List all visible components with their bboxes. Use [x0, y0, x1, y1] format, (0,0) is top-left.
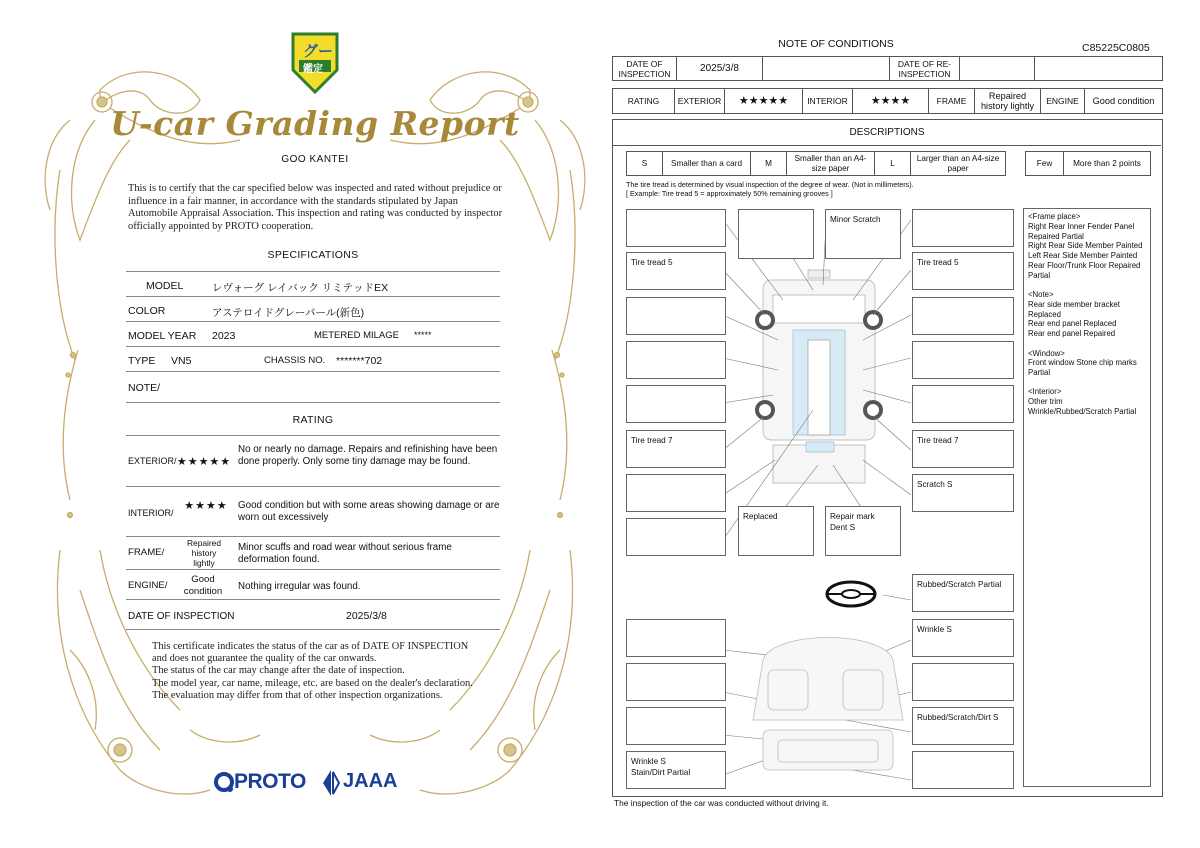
date-of-inspection-value: 2025/3/8 — [677, 57, 763, 81]
descriptions-heading: DESCRIPTIONS — [613, 120, 1161, 146]
tire-fl-text: Tire tread 5 — [631, 258, 673, 267]
damage-box — [912, 297, 1014, 335]
rating-label: RATING — [613, 89, 675, 114]
damage-box-repair — [825, 506, 901, 556]
frame-value: Repaired history lightly — [187, 538, 221, 568]
engine-value: Good condition — [183, 574, 223, 597]
engine-label: ENGINE — [1041, 89, 1085, 114]
damage-box — [626, 297, 726, 335]
damage-box-wrinkle-stain — [626, 751, 726, 789]
size-l: L — [875, 152, 911, 176]
exterior-label: EXTERIOR — [675, 89, 725, 114]
jaaa-logo-mark — [321, 770, 341, 796]
certificate-subtitle: GOO KANTEI — [281, 154, 349, 165]
empty-cell — [763, 57, 890, 81]
tire-note-2: [ Example: Tire tread 5 = approximately 50% remaining grooves ] — [626, 189, 833, 198]
type-label: TYPE — [128, 355, 156, 367]
color-value: アステロイドグレーパール(新色) — [212, 307, 365, 319]
certificate-intro: This is to certify that the car specified below was inspected and rated without prejudice or influence in a fair manner, in accordance with the standards stipulated by Japan Automobile Appraisal Association. This inspection and rating was conducted by inspector officially appointed by PROTO cooperation. — [128, 183, 503, 232]
damage-box — [626, 385, 726, 423]
engine-description: Nothing irregular was found. — [238, 581, 361, 592]
spec-row-type — [126, 347, 500, 372]
model-year-value: 2023 — [212, 330, 236, 342]
repair-text: Repair mark Dent S — [830, 512, 875, 532]
interior-description: Good condition but with some areas showing damage or are worn out excessively — [238, 500, 500, 523]
date-value: 2025/3/8 — [346, 610, 387, 622]
rating-row-exterior — [126, 436, 500, 487]
rating-row-frame — [126, 537, 500, 570]
frame-label: FRAME/ — [128, 547, 165, 558]
rating-table — [612, 88, 1163, 114]
damage-box-tire-rl — [626, 430, 726, 468]
remarks-note: <Note> Rear side member bracket Replaced Rear end panel Replaced Rear end panel Repaired — [1028, 290, 1120, 339]
note-of-conditions — [610, 34, 1166, 824]
interior-stars: ★★★★ — [184, 500, 228, 512]
damage-box — [626, 474, 726, 512]
type-value: VN5 — [171, 355, 192, 367]
remarks-window: <Window> Front window Stone chip marks Partial — [1028, 348, 1137, 378]
badge-bottom-text: 鑑定 — [303, 64, 323, 75]
rating-heading: RATING — [292, 414, 334, 426]
scratch-s-text: Scratch S — [917, 480, 953, 489]
remarks-interior: <Interior> Other trim Wrinkle/Rubbed/Scratch Partial — [1028, 387, 1137, 417]
rating-row-engine — [126, 570, 500, 600]
metered-value: ***** — [414, 330, 432, 340]
damage-box — [626, 518, 726, 556]
damage-box-wrinkle — [912, 619, 1014, 657]
size-s: S — [627, 152, 663, 176]
certificate-title: U-car Grading Report — [110, 104, 520, 143]
damage-box-minor-scratch — [825, 209, 901, 259]
damage-box — [912, 385, 1014, 423]
minor-scratch-text: Minor Scratch — [830, 215, 881, 224]
tire-fr-text: Tire tread 5 — [917, 258, 959, 267]
damage-box-replaced — [738, 506, 814, 556]
empty-cell — [1035, 57, 1163, 81]
model-year-label: MODEL YEAR — [128, 330, 197, 342]
size-m-desc: Smaller than an A4-size paper — [787, 152, 875, 176]
steering-text: Rubbed/Scratch Partial — [917, 580, 1002, 589]
color-label: COLOR — [128, 305, 166, 317]
tire-rr-text: Tire tread 7 — [917, 436, 959, 445]
damage-box-tire-fr — [912, 252, 1014, 290]
frame-label: FRAME — [929, 89, 975, 114]
badge-top-text: グー — [303, 43, 334, 60]
damage-box — [626, 341, 726, 379]
remarks-panel — [1023, 208, 1151, 787]
size-s-desc: Smaller than a card — [663, 152, 751, 176]
date-label: DATE OF INSPECTION — [128, 611, 235, 622]
reinspection-value — [960, 57, 1035, 81]
spec-row-color — [126, 297, 500, 322]
damage-box — [626, 663, 726, 701]
wrinkle-text: Wrinkle S — [917, 625, 952, 634]
engine-value: Good condition — [1085, 89, 1163, 114]
note-label: NOTE/ — [128, 382, 161, 394]
frame-value: Repaired history lightly — [975, 89, 1041, 114]
damage-box — [912, 209, 1014, 247]
engine-label: ENGINE/ — [128, 580, 168, 591]
damage-box — [738, 209, 814, 259]
model-label: MODEL — [146, 280, 184, 292]
chassis-value: *******702 — [336, 355, 383, 367]
few-label: Few — [1026, 152, 1064, 176]
damage-box-scratch-s — [912, 474, 1014, 512]
model-value: レヴォーグ レイバック リミテッドEX — [212, 282, 389, 294]
rubbed-dirt-text: Rubbed/Scratch/Dirt S — [917, 713, 999, 722]
certificate-footer: This certificate indicates the status of the car as of DATE OF INSPECTION and does not guarantee the quality of the car onwards. The status of the car may change after the date of inspection. The model year, car name, mileage, etc. are based on the dealer's declaration. The evaluation may differ from that of other inspection organizations. — [152, 641, 473, 701]
date-of-inspection-label: DATE OF INSPECTION — [613, 57, 677, 81]
spec-row-note — [126, 372, 500, 403]
exterior-description: No or nearly no damage. Repairs and refinishing have been done properly. Only some tiny damage may be found. — [238, 444, 498, 467]
grading-certificate — [40, 30, 590, 830]
reinspection-label: DATE OF RE-INSPECTION — [890, 57, 960, 81]
damage-box-tire-rr — [912, 430, 1014, 468]
noc-title: NOTE OF CONDITIONS — [778, 38, 894, 50]
noc-bottom-note: The inspection of the car was conducted without driving it. — [614, 798, 829, 808]
proto-logo-mark — [214, 772, 234, 794]
descriptions-panel — [612, 119, 1163, 797]
size-l-desc: Larger than an A4-size paper — [911, 152, 1006, 176]
size-m: M — [751, 152, 787, 176]
interior-stars: ★★★★ — [853, 89, 929, 114]
damage-box — [912, 663, 1014, 701]
rating-row-date — [126, 600, 500, 630]
metered-label: METERED MILAGE — [314, 330, 399, 341]
damage-box-steering — [912, 574, 1014, 612]
gold-ornament-frame — [40, 30, 590, 830]
tire-rl-text: Tire tread 7 — [631, 436, 673, 445]
damage-box — [912, 341, 1014, 379]
noc-code: C85225C0805 — [1082, 42, 1150, 54]
wrinkle-stain-text: Wrinkle S Stain/Dirt Partial — [631, 757, 691, 777]
exterior-stars: ★★★★★ — [725, 89, 803, 114]
damage-box — [626, 209, 726, 247]
goo-kantei-badge — [285, 30, 345, 94]
damage-box — [626, 707, 726, 745]
damage-box — [626, 619, 726, 657]
spec-row-model — [126, 272, 500, 297]
damage-box-tire-fl — [626, 252, 726, 290]
exterior-stars: ★★★★★ — [176, 456, 232, 468]
chassis-label: CHASSIS NO. — [264, 355, 326, 366]
jaaa-logo: JAAA — [343, 770, 398, 792]
interior-label: INTERIOR/ — [128, 508, 174, 518]
damage-box — [912, 751, 1014, 789]
rating-row-interior — [126, 487, 500, 537]
specifications-heading: SPECIFICATIONS — [267, 249, 359, 261]
interior-label: INTERIOR — [803, 89, 853, 114]
frame-description: Minor scuffs and road wear without serious frame deformation found. — [238, 542, 452, 565]
damage-box-rubbed-dirt — [912, 707, 1014, 745]
inspection-date-table — [612, 56, 1163, 81]
tire-note-1: The tire tread is determined by visual inspection of the degree of wear. (Not in millimeters). — [626, 180, 914, 189]
few-desc: More than 2 points — [1064, 152, 1151, 176]
exterior-label: EXTERIOR/ — [128, 456, 177, 466]
proto-logo: PROTO — [234, 770, 306, 793]
spec-row-year — [126, 322, 500, 347]
remarks-frame: <Frame place> Right Rear Inner Fender Panel Repaired Partial Right Rear Side Member Painted Left Rear Side Member Painted Rear Floor/Trunk Floor Repaired Partial — [1028, 212, 1143, 280]
replaced-text: Replaced — [743, 512, 778, 521]
